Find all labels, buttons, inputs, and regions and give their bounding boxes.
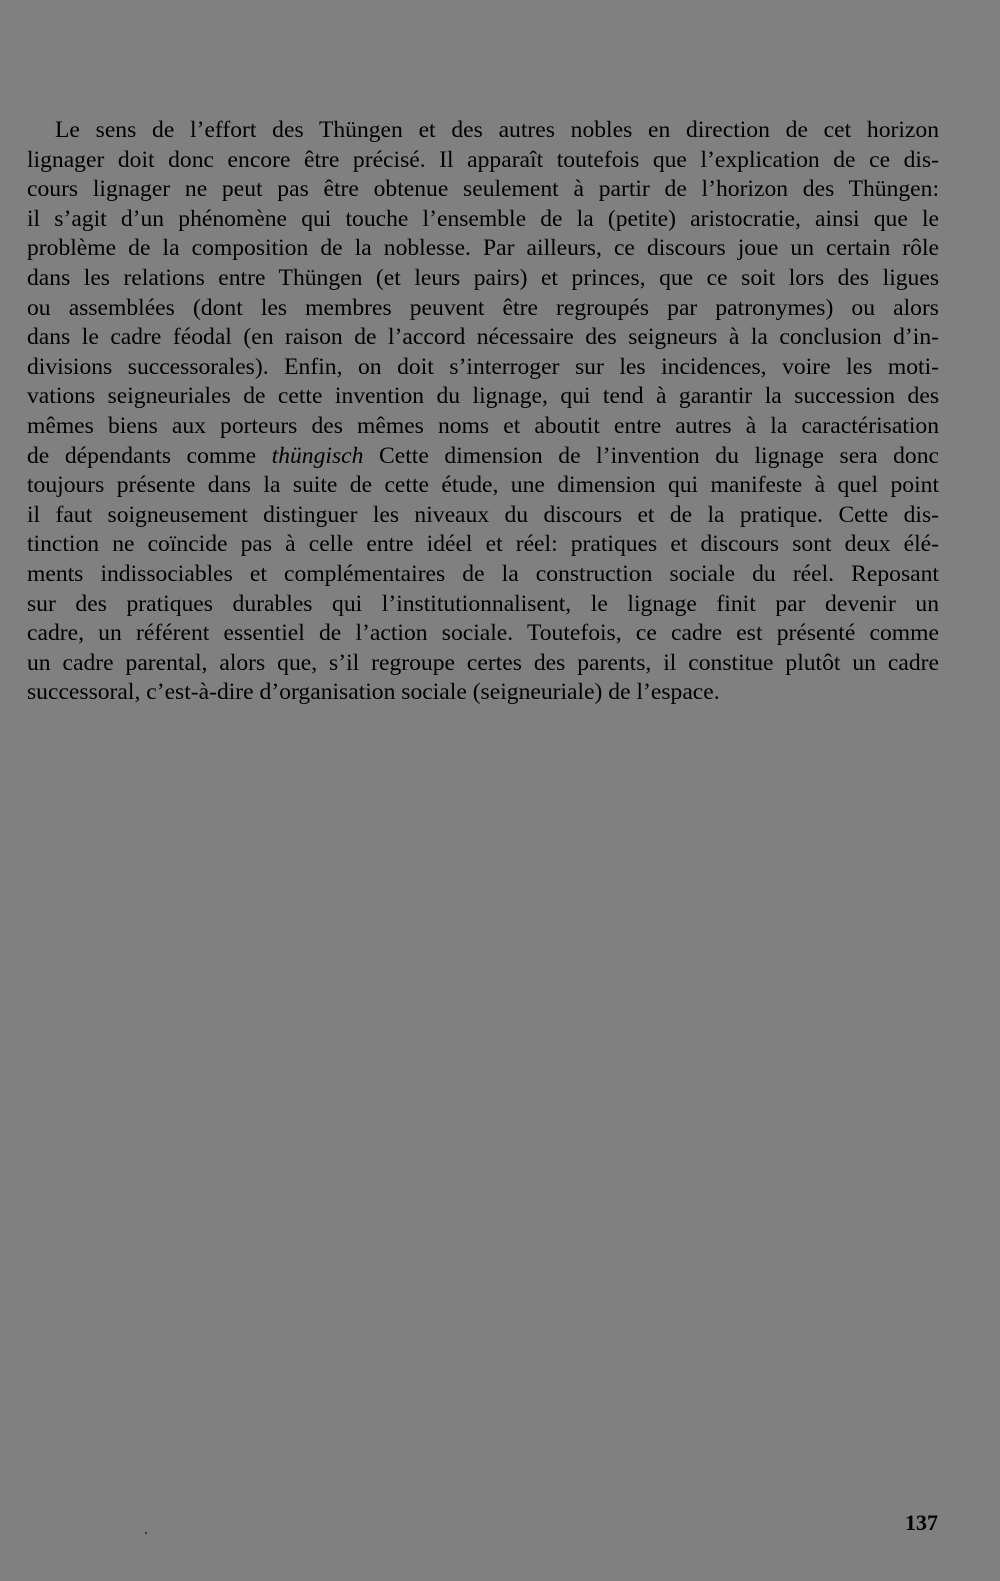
text-line-9: divisions successorales). Enfin, on doit s’interroger sur les incidences, voire les moti- [27, 353, 939, 380]
text-line-11: mêmes biens aux porteurs des mêmes noms et aboutit entre autres à la caractérisation [27, 412, 939, 439]
text-line-1: Le sens de l’effort des Thüngen et des autres nobles en direction de cet horizon [55, 117, 939, 143]
text-line-15: tinction ne coïncide pas à celle entre idéel et réel: pratiques et discours sont deux élé- [27, 531, 939, 558]
text-line-16: ments indissociables et complémentaires de la construction sociale du réel. Reposant [27, 560, 939, 587]
text-line-5: problème de la composition de la noblesse. Par ailleurs, ce discours joue un certain rôle [27, 235, 939, 262]
text-line-6: dans les relations entre Thüngen (et leurs pairs) et princes, que ce soit lors des ligues [27, 264, 939, 291]
text-line-3: cours lignager ne peut pas être obtenue seulement à partir de l’horizon des Thüngen: [27, 176, 939, 203]
page-number: 137 [905, 1510, 938, 1535]
text-line-8: dans le cadre féodal (en raison de l’accord nécessaire des seigneurs à la conclusion d’in- [27, 324, 939, 351]
text-line-2: lignager doit donc encore être précisé. Il apparaît toutefois que l’explication de ce dis- [27, 146, 939, 173]
text-line-19: un cadre parental, alors que, s’il regroupe certes des parents, il constitue plutôt un cadre [27, 649, 939, 676]
text-line-12-end: Cette dimension de l’invention du lignage sera donc [363, 442, 939, 469]
text-line-4: il s’agit d’un phénomène qui touche l’ensemble de la (petite) aristocratie, ainsi que le [27, 205, 939, 232]
text-line-13: toujours présente dans la suite de cette étude, une dimension qui manifeste à quel point [27, 472, 939, 499]
italic-term: thüngisch [271, 442, 364, 469]
text-line-14: il faut soigneusement distinguer les niveaux du discours et de la pratique. Cette dis- [27, 501, 939, 528]
text-line-12 [27, 442, 939, 472]
text-line-10: vations seigneuriales de cette invention du lignage, qui tend à garantir la succession des [27, 383, 939, 410]
text-line-7: ou assemblées (dont les membres peuvent être regroupés par patronymes) ou alors [27, 294, 939, 321]
body-paragraph [27, 116, 939, 708]
text-line-18: cadre, un référent essentiel de l’action sociale. Toutefois, ce cadre est présenté comme [27, 620, 939, 647]
text-line-12-start: de dépendants comme [27, 442, 272, 469]
text-line-17: sur des pratiques durables qui l’institutionnalisent, le lignage finit par devenir un [27, 590, 939, 617]
text-line-20: successoral, c’est-à-dire d’organisation sociale (seigneuriale) de l’espace. [27, 679, 720, 706]
scan-speck [145, 1532, 147, 1534]
